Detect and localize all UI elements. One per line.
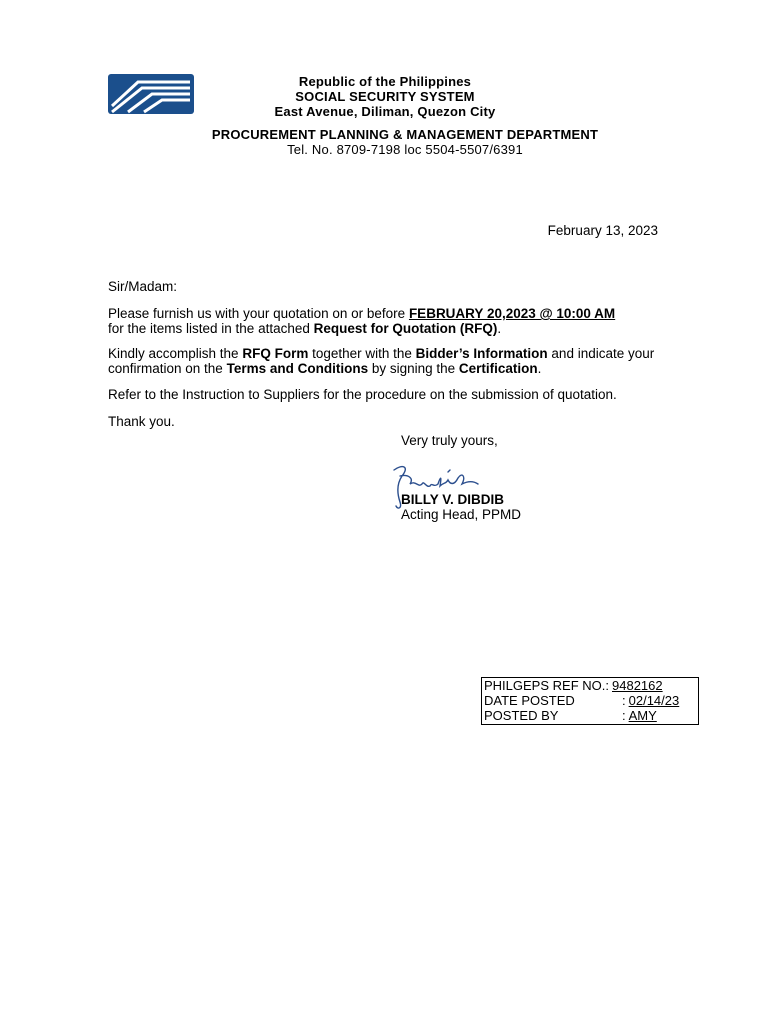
certification-ref: Certification: [458, 361, 538, 376]
department-name: PROCUREMENT PLANNING & MANAGEMENT DEPARTMENT: [211, 127, 599, 142]
sss-logo: [108, 74, 194, 114]
signer-name: BILLY V. DIBDIB: [401, 492, 505, 507]
p2-text-d: by signing the: [368, 361, 459, 376]
posted-by-label: POSTED BY: [484, 708, 559, 723]
deadline: FEBRUARY 20,2023 @ 10:00 AM: [408, 306, 616, 321]
philgeps-reference-box: [481, 677, 699, 725]
p1-text-b: for the items listed in the attached: [108, 321, 314, 336]
ref-row-number: [484, 678, 698, 693]
p1-text-end: .: [497, 321, 502, 336]
ref-number-value: 9482162: [612, 678, 663, 693]
p1-text-a: Please furnish us with your quotation on or before: [108, 306, 409, 321]
paragraph-request: [108, 306, 700, 336]
p2-text-c: and indicate your confirmation on the: [108, 346, 655, 376]
p2-text-b: together with the: [308, 346, 416, 361]
posted-by-value: AMY: [628, 708, 657, 723]
terms-ref: Terms and Conditions: [226, 361, 369, 376]
bidder-info-ref: Bidder’s Information: [415, 346, 548, 361]
agency-name: SOCIAL SECURITY SYSTEM: [295, 89, 475, 104]
paragraph-instructions: [108, 346, 700, 376]
posted-by-sep: :: [622, 708, 626, 723]
signer-title: Acting Head, PPMD: [401, 507, 522, 522]
paragraph-refer: Refer to the Instruction to Suppliers for the procedure on the submission of quotation.: [108, 387, 617, 402]
thank-you: Thank you.: [108, 414, 175, 429]
date-posted-label: DATE POSTED: [484, 693, 575, 708]
p2-text-a: Kindly accomplish the: [108, 346, 243, 361]
salutation: Sir/Madam:: [108, 279, 178, 294]
department-header: [120, 127, 690, 157]
ref-row-date: [484, 693, 698, 708]
ref-row-posted-by: [484, 708, 698, 723]
ref-number-label: PHILGEPS REF NO.: [484, 678, 606, 693]
p2-text-e: .: [537, 361, 542, 376]
agency-address: East Avenue, Diliman, Quezon City: [274, 104, 496, 119]
department-phone: Tel. No. 8709-7198 loc 5504-5507/6391: [287, 142, 523, 157]
letterhead: [200, 74, 570, 119]
ref-number-sep: :: [605, 678, 609, 693]
country-line: Republic of the Philippines: [298, 74, 472, 89]
rfq-form-ref: RFQ Form: [242, 346, 309, 361]
closing: Very truly yours,: [401, 433, 498, 448]
date-posted-sep: :: [622, 693, 626, 708]
date-posted-value: 02/14/23: [628, 693, 680, 708]
letter-date: February 13, 2023: [547, 223, 658, 238]
rfq-reference: Request for Quotation (RFQ): [313, 321, 498, 336]
